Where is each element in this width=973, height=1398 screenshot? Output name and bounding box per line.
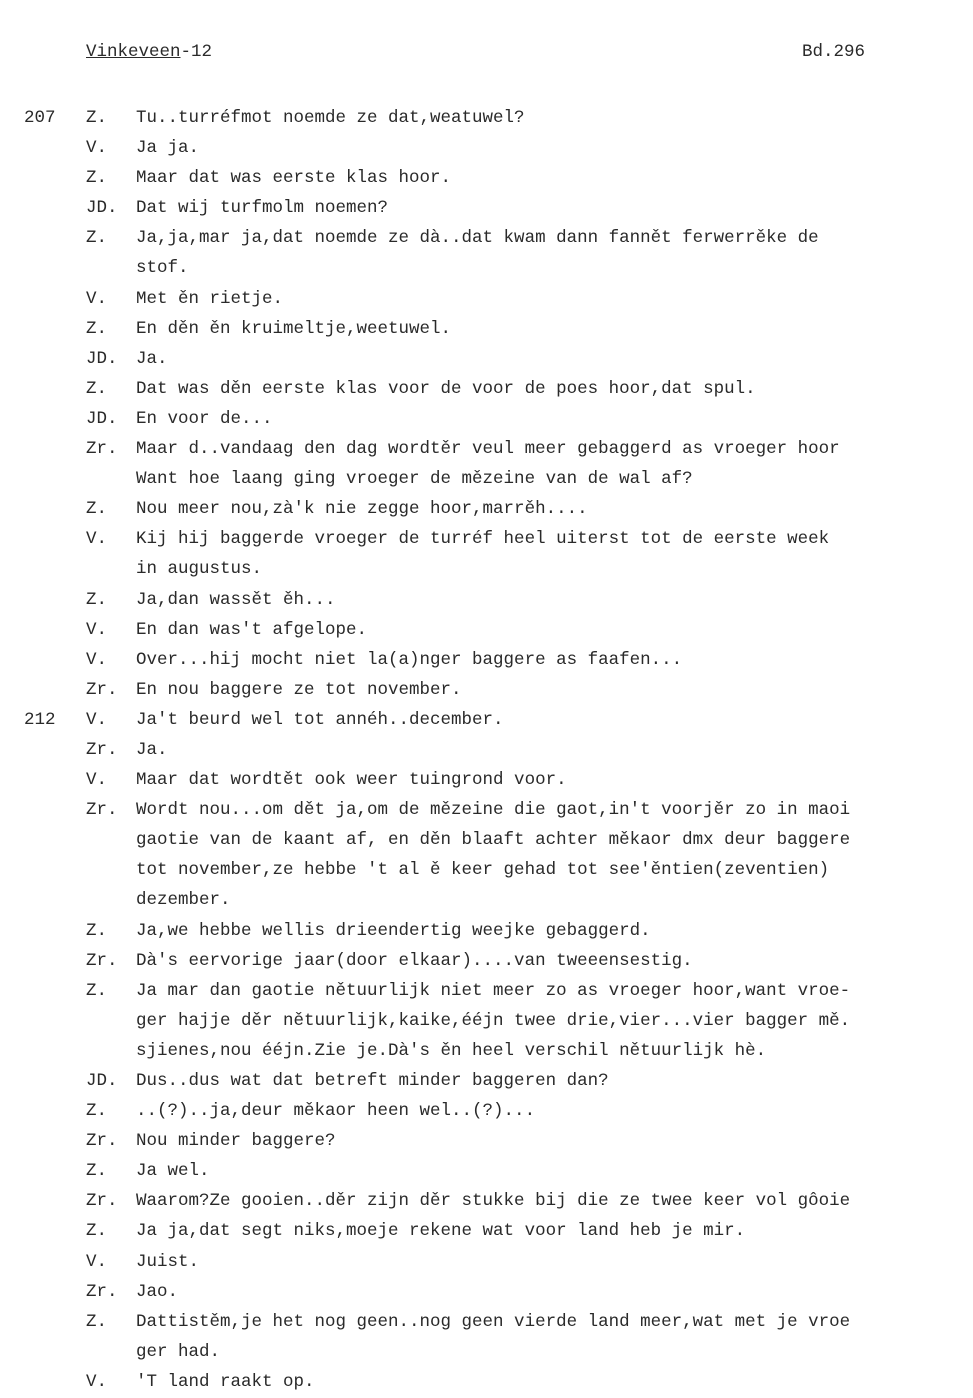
speaker-label: Z.: [86, 980, 108, 1001]
speaker-label: V.: [86, 288, 108, 309]
speaker-label: JD.: [86, 1071, 118, 1091]
transcript-entry: [0, 133, 973, 163]
speaker-label: V.: [86, 649, 108, 670]
transcript-entry: [0, 795, 973, 915]
speaker-label: Z.: [86, 108, 108, 128]
utterance-text: En dan was't afgelope.: [136, 619, 368, 640]
utterance-text: Ja,we hebbe wellis drieendertig weejke gebaggerd.: [136, 920, 651, 941]
speaker-label: Z.: [86, 1311, 108, 1332]
utterance-text: ..(?)..ja,deur měkaor heen wel..(?)...: [136, 1101, 536, 1122]
transcript-entry: [0, 1216, 973, 1246]
utterance-text: Dat was děn eerste klas voor de voor de poes hoor,dat spul.: [136, 378, 756, 399]
speaker-label: Zr.: [86, 800, 118, 821]
transcript-entry: [0, 314, 973, 344]
line-number: 207: [24, 108, 56, 128]
transcript-entry: [0, 193, 973, 223]
transcript-entry: [0, 976, 973, 1066]
transcript-entry: [0, 645, 973, 675]
speaker-label: Zr.: [86, 439, 118, 460]
speaker-label: V.: [86, 1251, 108, 1272]
transcript-entry: [0, 1367, 973, 1397]
speaker-label: Zr.: [86, 950, 118, 971]
speaker-label: Zr.: [86, 1191, 118, 1212]
transcript-entry: [0, 1156, 973, 1186]
utterance-text: Ja wel.: [136, 1161, 210, 1182]
utterance-text: 'T land raakt op.: [136, 1371, 315, 1392]
utterance-text: Ja.: [136, 739, 168, 760]
speaker-label: JD.: [86, 408, 118, 429]
utterance-text: En děn ěn kruimeltje,weetuwel.: [136, 318, 452, 339]
utterance-text: Dus..dus wat dat betreft minder baggeren dan?: [136, 1071, 609, 1091]
transcript-entry: [0, 585, 973, 615]
transcript-entry: [0, 1066, 973, 1096]
utterance-text: Nou minder baggere?: [136, 1131, 336, 1152]
page-number: Bd.296: [802, 42, 866, 62]
utterance-text: Met ěn rietje.: [136, 288, 284, 309]
utterance-text: Maar dat was eerste klas hoor.: [136, 168, 452, 189]
transcript-entry: [0, 1126, 973, 1156]
document-title-number: -12: [180, 42, 213, 62]
utterance-text: Maar dat wordtět ook weer tuingrond voor.: [136, 770, 567, 791]
speaker-label: Zr.: [86, 1131, 118, 1152]
utterance-text: Nou meer nou,zà'k nie zegge hoor,marrěh....: [136, 499, 588, 520]
transcript-entry: [0, 374, 973, 404]
transcript-entry: [0, 524, 973, 584]
transcript-entry: [0, 916, 973, 946]
transcript-entry: [0, 163, 973, 193]
line-number: 212: [24, 709, 56, 730]
speaker-label: V.: [86, 1371, 108, 1392]
speaker-label: Zr.: [86, 739, 118, 760]
transcript-entry: [0, 946, 973, 976]
transcript-entry: [0, 675, 973, 705]
utterance-text: En nou baggere ze tot november.: [136, 679, 462, 700]
transcript-entry: [0, 404, 973, 434]
utterance-text: Waarom?Ze gooien..děr zijn děr stukke bij die ze twee keer vol gôoie: [136, 1191, 851, 1212]
transcript-entry: [0, 765, 973, 795]
transcript-entry: [0, 1186, 973, 1216]
utterance-text: En voor de...: [136, 408, 273, 429]
speaker-label: Z.: [86, 168, 108, 189]
speaker-label: Z.: [86, 228, 108, 249]
transcript-entry: [0, 1247, 973, 1277]
utterance-text: Ja.: [136, 348, 168, 369]
utterance-text: Ja ja.: [136, 138, 200, 159]
document-title-place: Vinkeveen: [86, 42, 181, 62]
transcript-entry: [0, 494, 973, 524]
speaker-label: Zr.: [86, 1281, 118, 1302]
utterance-text: Dà's eervorige jaar(door elkaar)....van tweeensestig.: [136, 950, 693, 971]
document-title: [86, 42, 212, 62]
utterance-text: Maar d..vandaag den dag wordtěr veul meer gebaggerd as vroeger hoor Want hoe laang ging vroeger de mězeine van de wal af?: [136, 439, 840, 490]
utterance-text: Dattistěm,je het nog geen..nog geen vierde land meer,wat met je vroe ger had.: [136, 1311, 851, 1362]
utterance-text: Ja't beurd wel tot annéh..december.: [136, 709, 504, 730]
speaker-label: V.: [86, 770, 108, 791]
transcript: [0, 103, 973, 1397]
speaker-label: JD.: [86, 198, 118, 219]
utterance-text: Tu..turréfmot noemde ze dat,weatuwel?: [136, 108, 525, 128]
transcript-entry: [0, 344, 973, 374]
speaker-label: Z.: [86, 1101, 108, 1122]
utterance-text: Dat wij turfmolm noemen?: [136, 198, 389, 219]
speaker-label: Z.: [86, 920, 108, 941]
speaker-label: JD.: [86, 348, 118, 369]
page-header: [0, 42, 973, 68]
speaker-label: V.: [86, 529, 108, 550]
transcript-entry: [0, 103, 973, 133]
speaker-label: Z.: [86, 378, 108, 399]
utterance-text: Over...hij mocht niet la(a)nger baggere as faafen...: [136, 649, 683, 670]
speaker-label: Z.: [86, 318, 108, 339]
utterance-text: Ja,ja,mar ja,dat noemde ze dà..dat kwam dann fannět ferwerrěke de stof.: [136, 228, 819, 279]
utterance-text: Ja,dan wassět ěh...: [136, 589, 336, 610]
speaker-label: Z.: [86, 1161, 108, 1182]
speaker-label: V.: [86, 619, 108, 640]
transcript-entry: [0, 1277, 973, 1307]
transcript-entry: [0, 615, 973, 645]
speaker-label: V.: [86, 709, 108, 730]
speaker-label: Z.: [86, 1221, 108, 1242]
utterance-text: Jao.: [136, 1281, 179, 1302]
transcript-entry: [0, 284, 973, 314]
transcript-entry: [0, 434, 973, 494]
utterance-text: Ja mar dan gaotie nětuurlijk niet meer zo as vroeger hoor,want vroe- ger hajje děr nětuurlijk,kaike,ééjn twee drie,vier...vier bagger mě. sjienes,nou ééjn.Zie je.Dà's ěn heel verschil nětuurlijk hè.: [136, 980, 851, 1061]
utterance-text: Kij hij baggerde vroeger de turréf heel uiterst tot de eerste week in augustus.: [136, 529, 830, 580]
transcript-entry: [0, 735, 973, 765]
speaker-label: Z.: [86, 589, 108, 610]
transcript-entry: [0, 705, 973, 735]
transcript-entry: [0, 1307, 973, 1367]
utterance-text: Wordt nou...om dět ja,om de mězeine die gaot,in't voorjěr zo in maoi gaotie van de kaant af, en děn blaaft achter měkaor dmx deur baggere tot november,ze hebbe 't al ě keer gehad tot see'ěntien(zeventien) dezember.: [136, 800, 851, 911]
transcript-entry: [0, 1096, 973, 1126]
speaker-label: V.: [86, 138, 108, 159]
utterance-text: Juist.: [136, 1251, 200, 1272]
speaker-label: Z.: [86, 499, 108, 520]
transcript-entry: [0, 223, 973, 283]
speaker-label: Zr.: [86, 679, 118, 700]
utterance-text: Ja ja,dat segt niks,moeje rekene wat voor land heb je mir.: [136, 1221, 746, 1242]
